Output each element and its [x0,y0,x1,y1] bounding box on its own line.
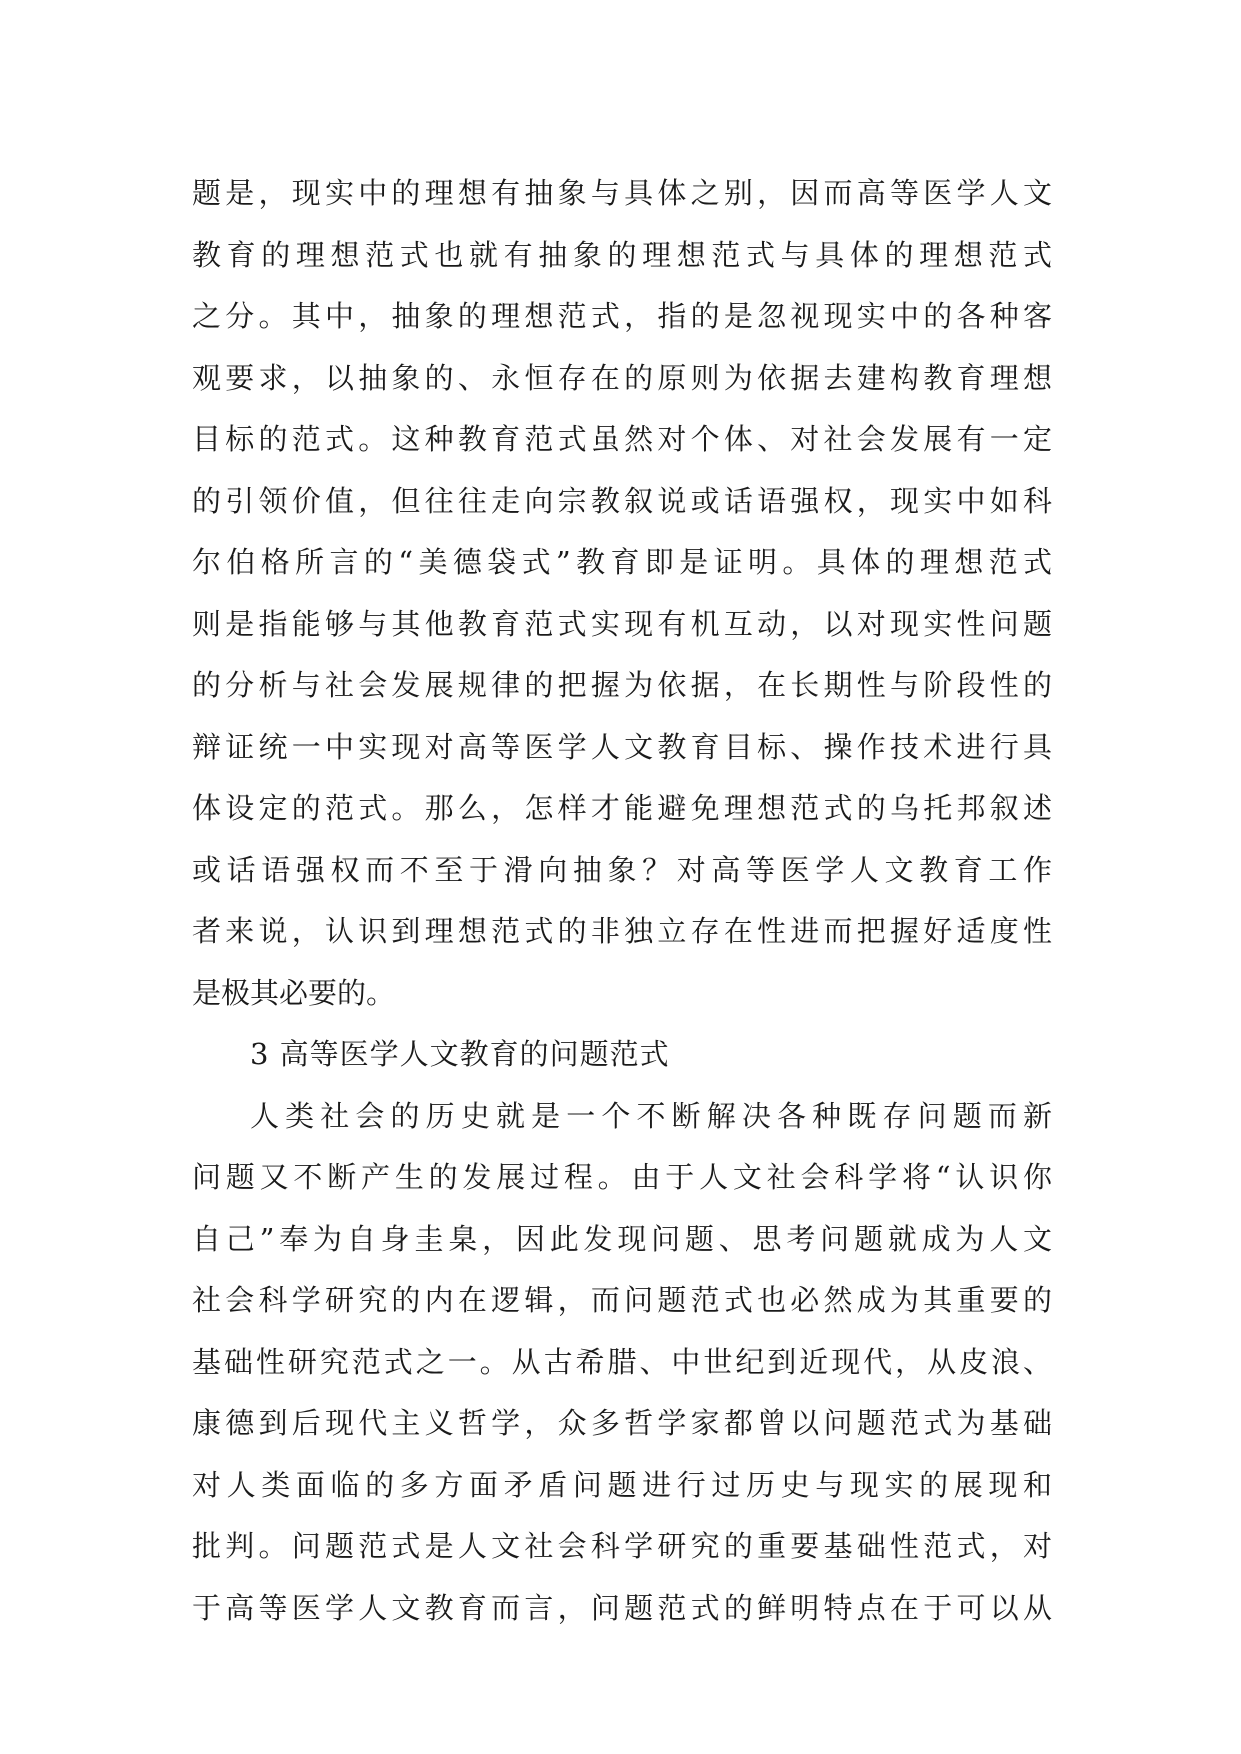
text-line: 对人类面临的多方面矛盾问题进行过历史与现实的展现和 [192,1467,1052,1502]
text-line: 的引领价值，但往往走向宗教叙说或话语强权，现实中如科 [192,483,1052,518]
text-line: 批判。问题范式是人文社会科学研究的重要基础性范式，对 [192,1529,1052,1563]
text-line: 或话语强权而不至于滑向抽象？对高等医学人文教育工作 [192,852,1052,887]
text-line: 者来说，认识到理想范式的非独立存在性进而把握好适度性 [192,914,1052,948]
text-line: 题是，现实中的理想有抽象与具体之别，因而高等医学人文 [192,176,1052,210]
text-line: 康德到后现代主义哲学，众多哲学家都曾以问题范式为基础 [192,1406,1052,1440]
paragraph-end-line: 是极其必要的。 [192,975,396,1010]
text-line: 尔伯格所言的“美德袋式”教育即是证明。具体的理想范式 [192,545,1052,579]
text-line: 体设定的范式。那么，怎样才能避免理想范式的乌托邦叙述 [192,791,1052,825]
text-line: 目标的范式。这种教育范式虽然对个体、对社会发展有一定 [192,422,1052,456]
text-line: 的分析与社会发展规律的把握为依据，在长期性与阶段性的 [192,668,1052,702]
text-line: 教育的理想范式也就有抽象的理想范式与具体的理想范式 [192,237,1052,272]
text-line: 于高等医学人文教育而言，问题范式的鲜明特点在于可以从 [192,1590,1052,1625]
text-line: 则是指能够与其他教育范式实现有机互动，以对现实性问题 [192,606,1052,641]
text-line: 自己”奉为自身圭臬，因此发现问题、思考问题就成为人文 [192,1221,1052,1256]
paragraph-first-line: 人类社会的历史就是一个不断解决各种既存问题而新 [250,1098,1052,1133]
text-line: 观要求，以抽象的、永恒存在的原则为依据去建构教育理想 [192,360,1052,395]
text-line: 辩证统一中实现对高等医学人文教育目标、操作技术进行具 [192,729,1052,764]
text-line: 问题又不断产生的发展过程。由于人文社会科学将“认识你 [192,1160,1052,1194]
text-line: 基础性研究范式之一。从古希腊、中世纪到近现代，从皮浪、 [192,1344,1052,1379]
text-line: 社会科学研究的内在逻辑，而问题范式也必然成为其重要的 [192,1283,1052,1317]
body-text [192,163,1052,1639]
section-heading: 3 高等医学人文教育的问题范式 [250,1037,670,1071]
text-line: 之分。其中，抽象的理想范式，指的是忽视现实中的各种客 [192,299,1052,333]
